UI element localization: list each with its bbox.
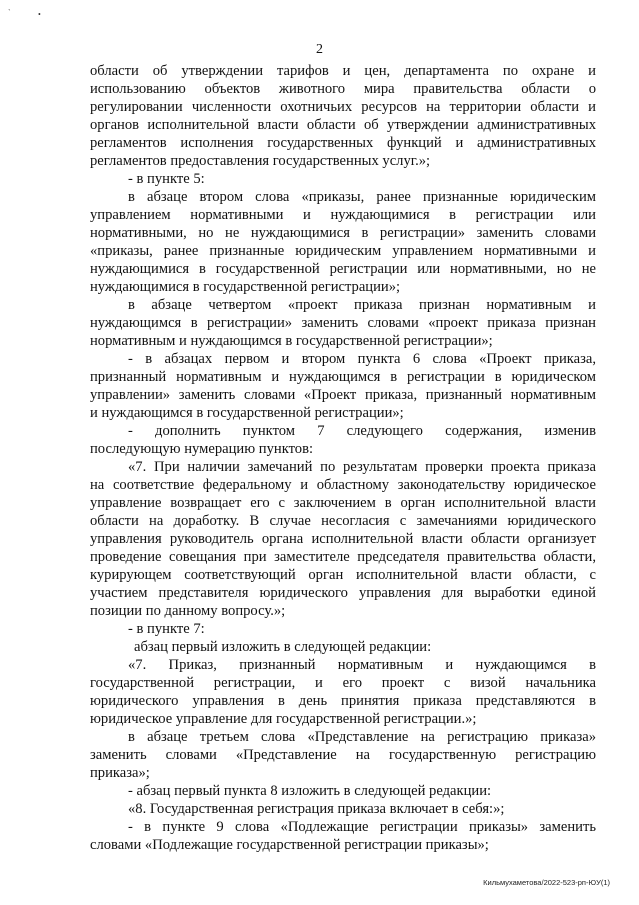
document-footer-code: Кильмухаметова/2022-523-рп-ЮУ(1) — [483, 878, 610, 887]
scan-mark: • — [38, 10, 41, 19]
text-line: управление возвращает его с заключением в орган исполнительной власти — [90, 495, 596, 511]
text-line: в абзаце втором слова «приказы, ранее признанные юридическим — [128, 189, 596, 205]
text-line: и нуждающимся в государственной регистрации»; — [90, 405, 404, 421]
text-line: в абзаце третьем слова «Представление на регистрацию приказа» — [128, 729, 596, 745]
text-line: на соответствие федеральному и областному законодательству юридическое — [90, 477, 596, 493]
text-line: заменить словами «Представление на государственную регистрацию — [90, 747, 596, 763]
text-line: нуждающимися в государственной регистрации»; — [90, 279, 401, 295]
text-line: регулировании численности охотничьих ресурсов на территории области и — [90, 99, 596, 115]
text-line: регламентов исполнения государственных функций и административных — [90, 135, 596, 151]
text-line: органов исполнительной власти области об утверждении административных — [90, 117, 596, 133]
document-body — [90, 62, 596, 854]
text-line: управлением нормативными и нуждающимися в регистрации или — [90, 207, 596, 223]
scan-mark: ` — [8, 8, 11, 17]
text-line: признанный нормативным и нуждающимся в регистрации в юридическом — [90, 369, 596, 385]
text-line: регламентов предоставления государственных услуг.»; — [90, 153, 431, 169]
text-line: абзац первый изложить в следующей редакции: — [134, 639, 432, 655]
text-line: - в пункте 9 слова «Подлежащие регистрации приказы» заменить — [128, 819, 596, 835]
text-line: позиции по данному вопросу.»; — [90, 603, 286, 619]
text-line: нуждающимся в регистрации» заменить словами «проект приказа признан — [90, 315, 596, 331]
text-line: - в абзацах первом и втором пункта 6 слова «Проект приказа, — [128, 351, 596, 367]
text-line: - абзац первый пункта 8 изложить в следующей редакции: — [128, 783, 492, 799]
text-line: управления руководитель органа исполнительной власти области организует — [90, 531, 596, 547]
text-line: юридического управления в день принятия приказа представляются в — [90, 693, 596, 709]
text-line: области об утверждении тарифов и цен, департамента по охране и — [90, 63, 596, 79]
text-line: государственной регистрации, и его проект с визой начальника — [90, 675, 596, 691]
text-line: управлении» заменить словами «Проект приказа, признанный нормативным — [90, 387, 596, 403]
page-number: 2 — [316, 42, 323, 57]
text-line: - в пункте 5: — [128, 171, 205, 187]
text-line: в абзаце четвертом «проект приказа признан нормативным и — [128, 297, 596, 313]
text-line: словами «Подлежащие государственной регистрации приказы»; — [90, 837, 489, 853]
text-line: последующую нумерацию пунктов: — [90, 441, 314, 457]
text-line: «приказы, ранее признанные юридическим управлением нормативными и — [90, 243, 596, 259]
text-line: курирующем соответствующий орган исполнительной власти области, с — [90, 567, 596, 583]
text-line: проведение совещания при заместителе председателя правительства области, — [90, 549, 596, 565]
text-line: юридическое управление для государственной регистрации.»; — [90, 711, 477, 727]
text-line: использованию объектов животного мира правительства области о — [90, 81, 596, 97]
text-line: нормативным и нуждающимся в государственной регистрации»; — [90, 333, 493, 349]
text-line: «8. Государственная регистрация приказа включает в себя:»; — [128, 801, 505, 817]
text-line: «7. При наличии замечаний по результатам проверки проекта приказа — [128, 459, 596, 475]
text-line: области на доработку. В случае несогласия с замечаниями юридического — [90, 513, 596, 529]
text-line: участием представителя юридического управления для выработки единой — [90, 585, 596, 601]
text-line: нормативными, но не нуждающимися в регистрации» заменить словами — [90, 225, 596, 241]
text-line: приказа»; — [90, 765, 150, 781]
text-line: - в пункте 7: — [128, 621, 205, 637]
text-line: - дополнить пунктом 7 следующего содержания, изменив — [128, 423, 596, 439]
text-line: «7. Приказ, признанный нормативным и нуждающимся в — [128, 657, 596, 673]
text-line: нуждающимися в государственной регистрации или нормативными, но не — [90, 261, 596, 277]
